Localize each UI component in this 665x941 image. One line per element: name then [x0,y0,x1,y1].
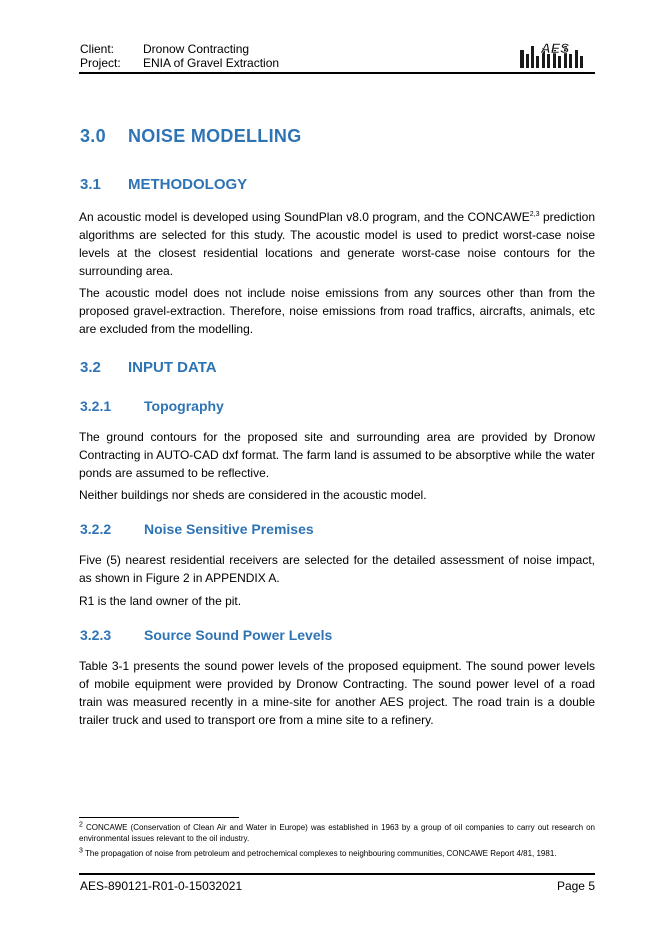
topography-title: Topography [144,398,224,414]
topography-paragraph-2: Neither buildings nor sheds are considered in the acoustic model. [79,488,427,502]
section-number: 3.0 [80,126,106,146]
methodology-title: METHODOLOGY [128,176,248,193]
premises-paragraph-1: Five (5) nearest residential receivers are selected for the detailed assessment of noise impact, as shown in Figure 2 in APPENDIX A. [79,553,595,585]
methodology-p1-text: An acoustic model is developed using SoundPlan v8.0 program, and the CONCAWE [79,210,530,224]
client-value: Dronow Contracting [143,42,250,56]
methodology-number: 3.1 [80,176,101,193]
project-label: Project: [80,56,121,70]
methodology-paragraph-1 [79,208,595,280]
source-title: Source Sound Power Levels [144,627,333,643]
methodology-heading [80,176,247,193]
source-paragraph-1: Table 3-1 presents the sound power levels of the proposed equipment. The sound power levels of mobile equipment were provided by Dronow Contracting. The sound power level of a road train was measured recently in a mine-site for another AES project. The road train is a double trailer truck and used to transport ore from a mine site to a refinery. [79,659,595,727]
footnote-text: The propagation of noise from petroleum and petrochemical complexes to neighbouring communities, CONCAWE Report 4/81, 1981. [82,849,557,858]
footnote-rule [79,817,239,818]
source-heading [80,627,332,643]
source-number: 3.2.3 [80,627,112,643]
input-data-number: 3.2 [80,359,101,376]
section-title: NOISE MODELLING [128,126,302,146]
page-header [80,42,279,70]
footnote-mark: 2 [79,821,83,829]
client-label: Client: [80,42,115,56]
page-number: Page 5 [556,879,595,893]
footnote-2 [79,822,595,844]
project-value: ENIA of Gravel Extraction [143,56,280,70]
header-rule [79,72,595,74]
premises-number: 3.2.2 [80,521,112,537]
page-footer [80,879,595,893]
input-data-heading [80,359,217,376]
topography-paragraph-1: The ground contours for the proposed site and surrounding area are provided by Dronow Contracting in AUTO-CAD dxf format. The farm land is assumed to be absorptive while the water ponds are assumed to be reflective. [79,430,595,480]
footnote-3 [79,848,595,859]
premises-title: Noise Sensitive Premises [144,521,314,537]
premises-heading [80,521,314,537]
topography-heading [80,398,224,414]
topography-number: 3.2.1 [80,398,112,414]
footnote-ref: 2,3 [529,211,540,218]
footnote-mark: 3 [79,847,83,855]
document-id: AES-890121-R01-0-15032021 [80,879,243,893]
section-heading [80,126,302,147]
input-data-title: INPUT DATA [128,359,217,376]
premises-paragraph-2: R1 is the land owner of the pit. [79,594,242,608]
footer-rule [79,873,595,875]
footnote-text: CONCAWE (Conservation of Clean Air and Water in Europe) was established in 1963 by a group of oil companies to carry out research on environmental issues relevant to the oil industry. [79,823,595,843]
logo-text: AES [540,40,570,56]
aes-logo [518,40,592,70]
methodology-p1-text-cont: prediction algorithms are selected for this study. The acoustic model is used to predict worst-case noise levels at the closest residential locations and generate worst-case noise contours for the surrounding area. [79,210,595,278]
methodology-paragraph-2: The acoustic model does not include noise emissions from any sources other than from the proposed gravel-extraction. Therefore, noise emissions from road traffics, aircrafts, animals, etc are excluded from the modelling. [79,286,595,336]
